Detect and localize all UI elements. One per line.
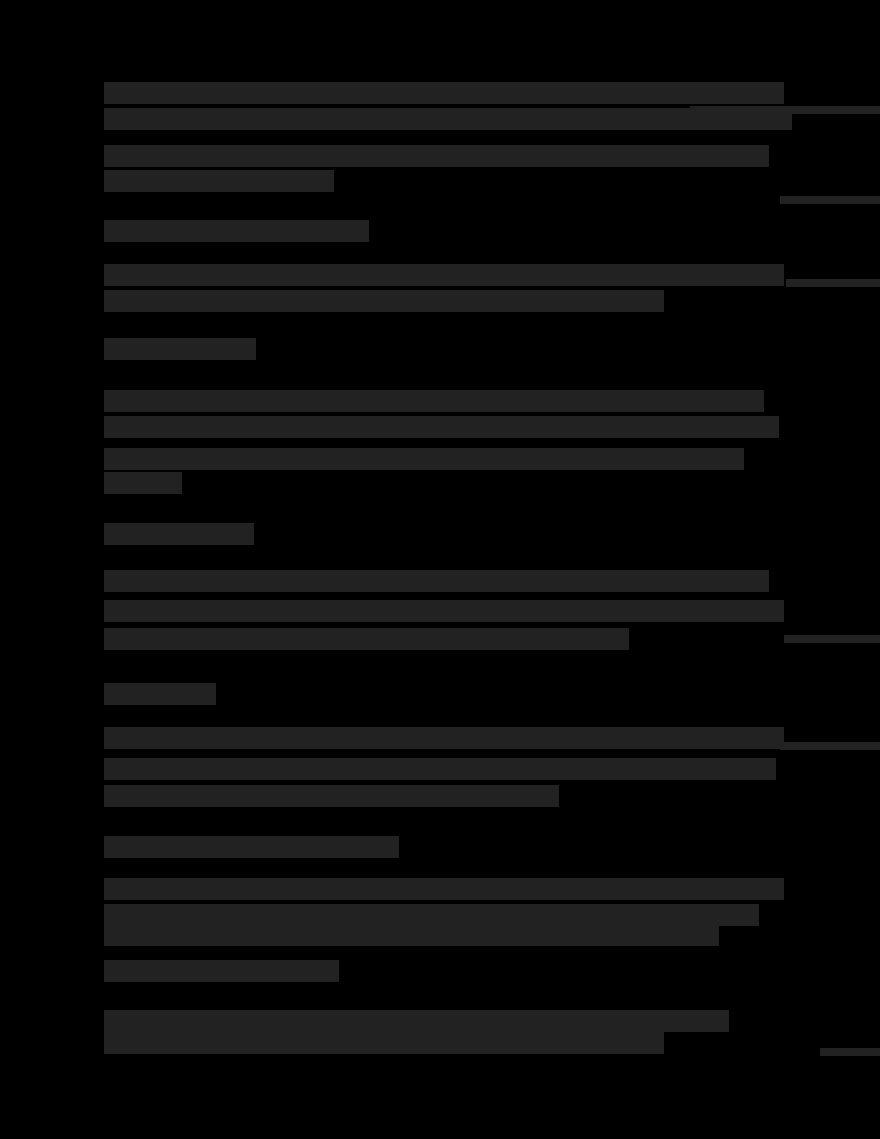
redacted-underline bbox=[820, 1048, 880, 1056]
redacted-text-line bbox=[104, 683, 216, 705]
redacted-text-line bbox=[104, 960, 339, 982]
redacted-text-line bbox=[104, 145, 769, 167]
redacted-text-line bbox=[104, 290, 664, 312]
redacted-underline bbox=[690, 106, 880, 114]
redacted-text-line bbox=[104, 758, 776, 780]
redacted-text-line bbox=[104, 785, 559, 807]
redacted-text-line bbox=[104, 1032, 664, 1054]
redacted-text-line bbox=[104, 170, 334, 192]
redacted-text-line bbox=[104, 904, 759, 926]
redacted-text-line bbox=[104, 600, 784, 622]
redacted-underline bbox=[780, 742, 880, 750]
redacted-text-line bbox=[104, 82, 784, 104]
redacted-text-line bbox=[104, 836, 399, 858]
redacted-underline bbox=[784, 635, 880, 643]
redacted-text-line bbox=[104, 878, 784, 900]
redacted-text-line bbox=[104, 523, 254, 545]
redacted-text-line bbox=[104, 390, 764, 412]
redacted-underline bbox=[780, 196, 880, 204]
redacted-text-line bbox=[104, 108, 792, 130]
redacted-text-line bbox=[104, 924, 719, 946]
redacted-text-line bbox=[104, 220, 369, 242]
redacted-text-line bbox=[104, 416, 779, 438]
redacted-text-line bbox=[104, 570, 769, 592]
redacted-text-line bbox=[104, 727, 784, 749]
redacted-text-line bbox=[104, 1010, 729, 1032]
redacted-text-line bbox=[104, 338, 256, 360]
redacted-underline bbox=[786, 279, 880, 287]
redacted-text-line bbox=[104, 264, 784, 286]
redacted-text-line bbox=[104, 472, 182, 494]
redacted-text-line bbox=[104, 448, 744, 470]
redacted-text-line bbox=[104, 628, 629, 650]
